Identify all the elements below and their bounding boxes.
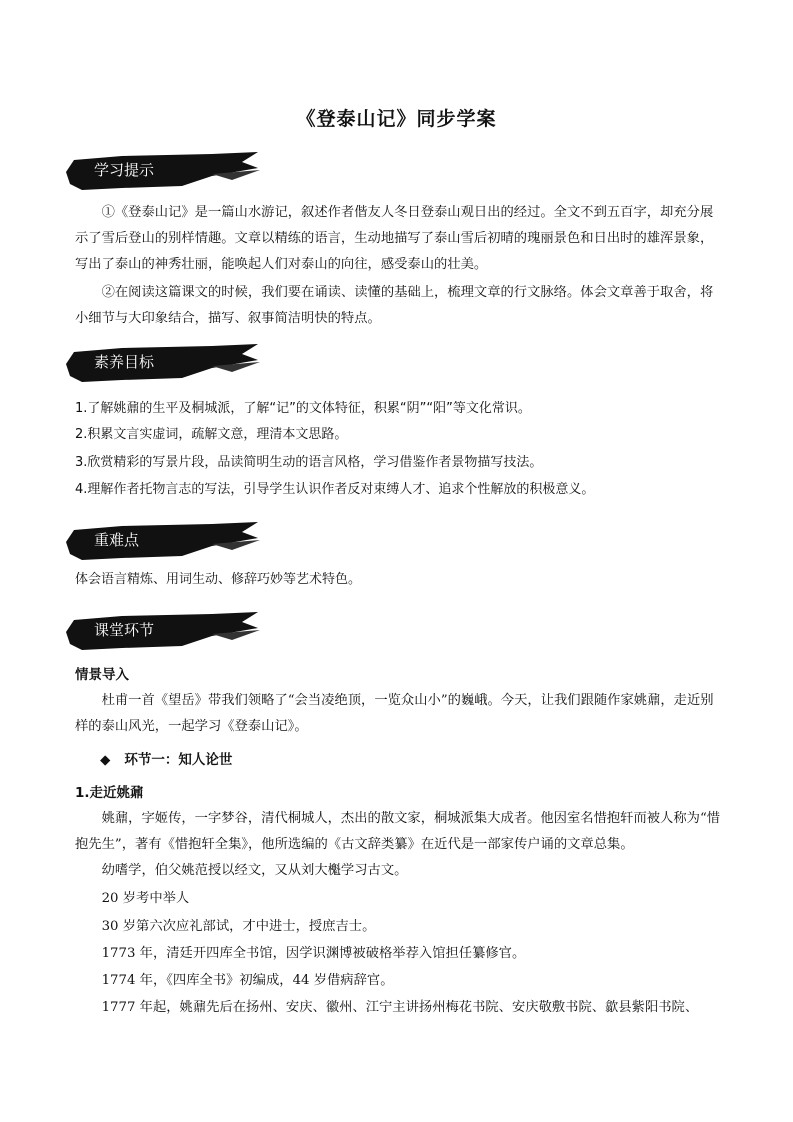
- diamond-bullet-icon: ◆: [100, 752, 111, 768]
- section-title: 课堂环节: [94, 621, 155, 639]
- author-line: 幼嗜学，伯父姚范授以经文，又从刘大櫆学习古文。: [101, 863, 408, 878]
- author-line: 1774 年，《四库全书》初编成，44 岁借病辞官。: [101, 973, 394, 988]
- author-line: 1777 年起，姚鼐先后在扬州、安庆、徽州、江宁主讲扬州梅花书院、安庆敬敷书院、歙县紫阳书院、: [101, 1000, 699, 1015]
- section-title: 素养目标: [94, 353, 155, 371]
- key-points-text: 体会语言精炼、用词生动、修辞巧妙等艺术特色。: [75, 572, 362, 587]
- step-label: 环节一：知人论世: [124, 752, 233, 768]
- brush-stroke-icon: [62, 150, 262, 192]
- brush-stroke-icon: [62, 342, 262, 384]
- goal-item: 2.积累文言实虚词，疏解文意，理清本文思路。: [75, 427, 348, 442]
- author-line: 1773 年，清廷开四库全书馆，因学识渊博被破格举荐入馆担任纂修官。: [101, 946, 526, 961]
- author-heading: 1.走近姚鼐: [75, 785, 144, 801]
- section-title: 学习提示: [94, 161, 155, 179]
- step-heading: [100, 748, 232, 768]
- brush-stroke-icon: [62, 610, 262, 652]
- section-header-tips: [62, 150, 262, 192]
- author-line: 30 岁第六次应礼部试，才中进士，授庶吉士。: [101, 919, 376, 934]
- goal-item: 1.了解姚鼐的生平及桐城派，了解“记”的文体特征，积累“阴”“阳”等文化常识。: [75, 401, 531, 416]
- section-header-goals: [62, 342, 262, 384]
- section-header-class: [62, 610, 262, 652]
- intro-paragraph: 杜甫一首《望岳》带我们领略了“会当凌绝顶，一览众山小”的巍峨。今天，让我们跟随作家姚鼐，走近别样的泰山风光，一起学习《登泰山记》。: [75, 693, 714, 734]
- section-title: 重难点: [94, 531, 140, 549]
- author-line: 20 岁考中举人: [101, 891, 190, 906]
- intro-heading: 情景导入: [75, 667, 129, 683]
- goal-item: 3.欣赏精彩的写景片段，品读简明生动的语言风格，学习借鉴作者景物描写技法。: [75, 455, 543, 470]
- page-title: 《登泰山记》同步学案: [296, 108, 497, 130]
- goal-item: 4.理解作者托物言志的写法，引导学生认识作者反对束缚人才、追求个性解放的积极意义。: [75, 482, 595, 497]
- section-header-key: [62, 520, 262, 562]
- brush-stroke-icon: [62, 520, 262, 562]
- author-paragraph: 姚鼐，字姬传，一字梦谷，清代桐城人，杰出的散文家，桐城派集大成者。他因室名惜抱轩而被人称为“惜抱先生”，著有《惜抱轩全集》，他所选编的《古文辞类纂》在近代是一部家传户诵的文章总集。: [75, 811, 721, 852]
- tips-paragraph-2: ②在阅读这篇课文的时候，我们要在诵读、读懂的基础上，梳理文章的行文脉络。体会文章善于取舍，将小细节与大印象结合，描写、叙事简洁明快的特点。: [75, 285, 714, 326]
- tips-paragraph-1: ①《登泰山记》是一篇山水游记，叙述作者偕友人冬日登泰山观日出的经过。全文不到五百字，却充分展示了雪后登山的别样情趣。文章以精练的语言，生动地描写了泰山雪后初晴的瑰丽景色和日出时的雄浑景象，写出了泰山的神秀壮丽，能唤起人们对泰山的向往，感受泰山的壮美。: [75, 205, 714, 272]
